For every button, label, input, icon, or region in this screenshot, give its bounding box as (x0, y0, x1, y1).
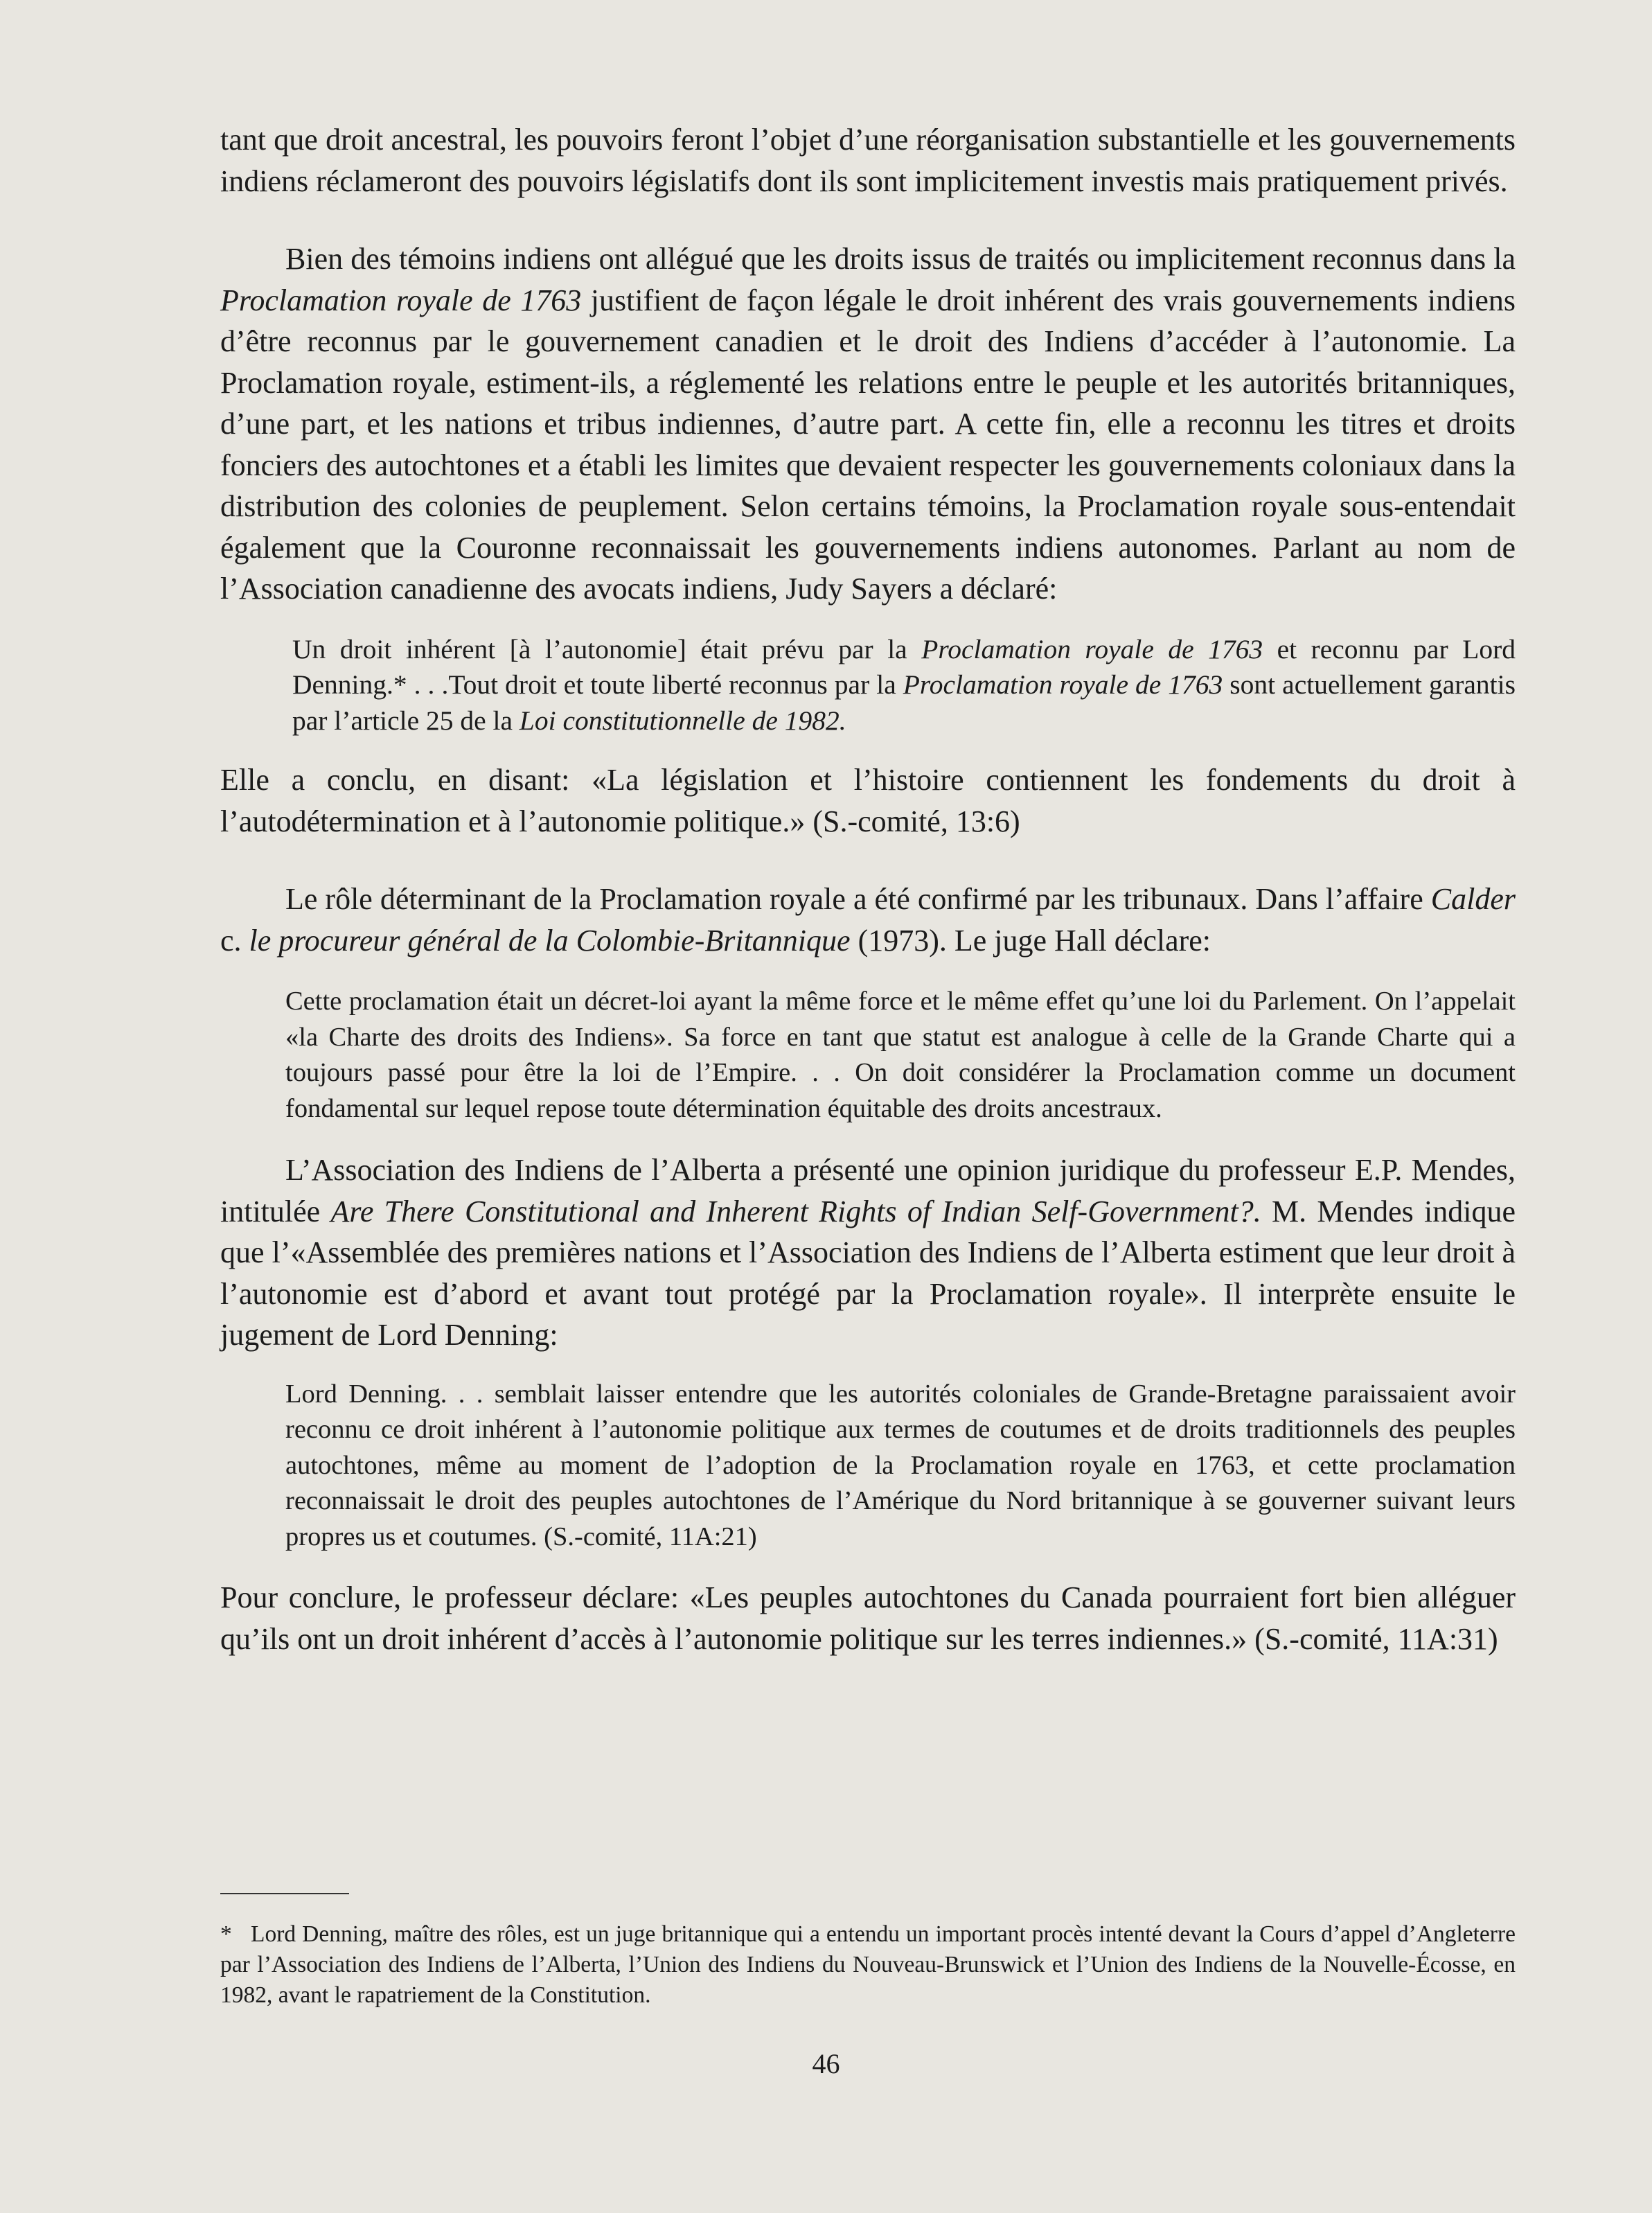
paragraph-calder-case (220, 879, 1516, 961)
italic-case-name: Calder (1430, 882, 1516, 916)
italic-title: Proclamation royale de 1763 (220, 283, 582, 317)
paragraph-text: c. (220, 923, 249, 958)
footnote (220, 1919, 1516, 2011)
paragraph-professor-conclusion: Pour conclure, le professeur déclare: «Les peuples autochtones du Canada pourraient fort bien alléguer qu’ils ont un droit inhérent d’accès à l’autonomie politique sur les terres indiennes.» (S.-comité, 11A:31) (220, 1580, 1516, 1656)
paragraph-text: justifient de façon légale le droit inhérent des vrais gouvernements indiens d’être reconnus par le gouvernement canadien et le droit des Indiens d’accéder à l’autonomie. La Proclamation royale, estiment-ils, a réglementé les relations entre le peuple et les autorités britanniques, d’une part, et les nations et tribus indiennes, d’autre part. A cette fin, elle a reconnu les titres et droits fonciers des autochtones et a établi les limites que devaient respecter les gouvernements coloniaux dans la distribution des colonies de peuplement. Selon certains témoins, la Proclamation royale sous-entendait également que la Couronne reconnaissait les gouvernements indiens autonomes. Parlant au nom de l’Association canadienne des avocats indiens, Judy Sayers a déclaré: (220, 283, 1516, 606)
block-quote-mendes: Lord Denning. . . semblait laisser entendre que les autorités coloniales de Grande-Bretagne paraissaient avoir reconnu ce droit inhérent à l’autonomie politique aux termes de coutumes et de droits traditionnels des peuples autochtones, même au moment de l’adoption de la Proclamation royale en 1763, et cette proclamation reconnaissait le droit des peuples autochtones de l’Amérique du Nord britannique à se gouverner suivant leurs propres us et coutumes. (S.-comité, 11A:21) (285, 1379, 1516, 1551)
paragraph-text: (1973). Le juge Hall déclare: (850, 923, 1211, 958)
italic-title: Proclamation royale de 1763 (903, 669, 1223, 700)
italic-title: Are There Constitutional and Inherent Rights of Indian Self-Government?. (330, 1194, 1261, 1228)
italic-case-name: le procureur général de la Colombie-Britannique (249, 923, 851, 958)
block-quote-hall: Cette proclamation était un décret-loi ayant la même force et le même effet qu’une loi du Parlement. On l’appelait «la Charte des droits des Indiens». Sa force en tant que statut est analogue à celle de la Grande Charte qui a toujours passé pour être la loi de l’Empire. . . On doit considérer la Proclamation comme un document fondamental sur lequel repose toute détermination équitable des droits ancestraux. (285, 987, 1516, 1123)
footnote-divider (220, 1893, 349, 1894)
block-quote-sayers (292, 632, 1516, 739)
footnote-text: Lord Denning, maître des rôles, est un juge britannique qui a entendu un important procès intenté devant la Cours d’appel d’Angleterre par l’Association des Indiens de l’Alberta, l’Union des Indiens du Nouveau-Brunswick et l’Union des Indiens de la Nouvelle-Écosse, en 1982, avant le rapatriement de la Constitution. (220, 1921, 1516, 2008)
paragraph-text: Bien des témoins indiens ont allégué que les droits issus de traités ou implicitement reconnus dans la (285, 242, 1516, 276)
paragraph-text: Le rôle déterminant de la Proclamation royale a été confirmé par les tribunaux. Dans l’affaire (285, 882, 1431, 916)
paragraph-alberta-opinion (220, 1149, 1516, 1356)
main-text-column (220, 119, 1516, 1659)
footnote-mark: * (220, 1921, 232, 1947)
paragraph-conclusion-sayers: Elle a conclu, en disant: «La législation et l’histoire contiennent les fondements du droit à l’autodétermination et à l’autonomie politique.» (S.-comité, 13:6) (220, 763, 1516, 838)
paragraph-text: M. Mendes indique que l’«Assemblée des premières nations et l’Association des Indiens de l’Alberta estiment que leur droit à l’autonomie est d’abord et avant tout protégé par la Proclamation royale». Il interprète ensuite le jugement de Lord Denning: (220, 1194, 1516, 1352)
italic-title: Loi constitutionnelle de 1982. (519, 705, 846, 736)
paragraph-proclamation-claims (220, 238, 1516, 610)
paragraph-text: L’Association des Indiens de l’Alberta a présenté une opinion juridique du professeur E.P. Mendes, intitulée (220, 1153, 1516, 1228)
page-number: 46 (812, 2048, 840, 2079)
quote-text: Un droit inhérent [à l’autonomie] était prévu par la (292, 633, 922, 664)
italic-title: Proclamation royale de 1763 (921, 633, 1263, 664)
quote-text: sont actuellement garantis par l’article 25 de la (292, 669, 1516, 736)
paragraph-continuation: tant que droit ancestral, les pouvoirs feront l’objet d’une réorganisation substantielle et les gouvernements indiens réclameront des pouvoirs législatifs dont ils sont implicitement investis mais pratiquement privés. (220, 123, 1516, 198)
quote-text: et reconnu par Lord Denning.* . . .Tout droit et toute liberté reconnus par la (292, 633, 1516, 700)
